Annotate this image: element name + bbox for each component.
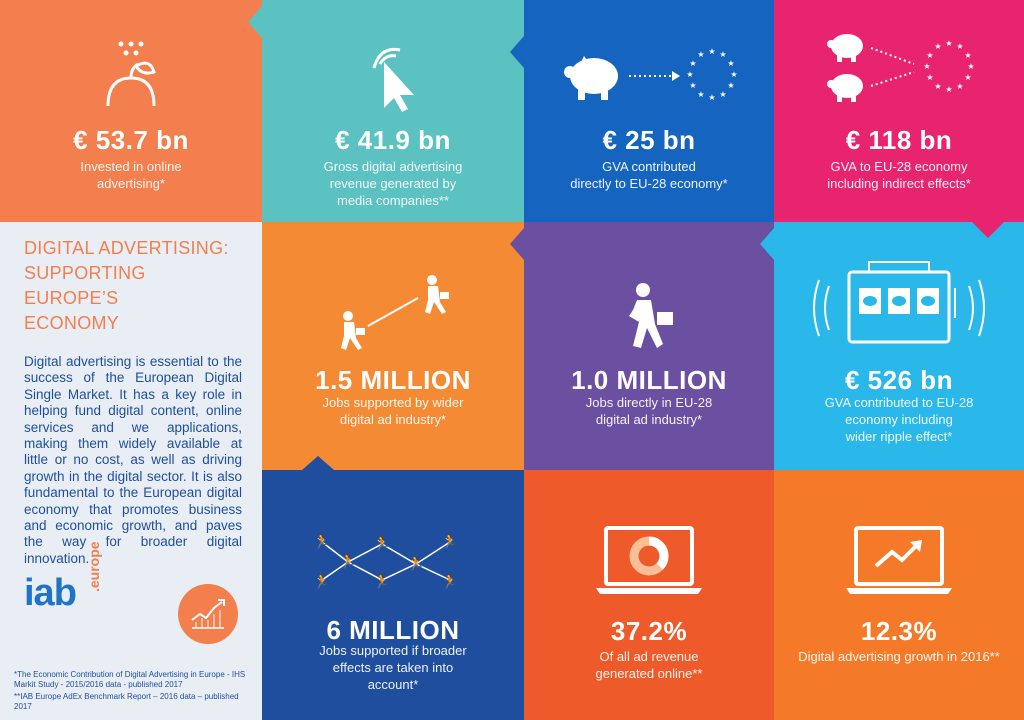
svg-text:🏃: 🏃: [441, 574, 459, 590]
two-piggy-banks-eu-icon: [809, 28, 989, 108]
tile-notch: [302, 456, 334, 470]
svg-text:🏃: 🏃: [313, 534, 331, 550]
page-title: DIGITAL ADVERTISING: SUPPORTING EUROPE’S ECONOMY: [24, 238, 229, 333]
stat-caption: Jobs supported if broader effects are taken into account*: [319, 643, 467, 692]
worker-icon: [619, 282, 679, 358]
stat-caption: GVA contributed directly to EU-28 economy*: [570, 159, 728, 191]
footnote: **IAB Europe AdEx Benchmark Report – 2016 data – published 2017: [14, 692, 239, 711]
footnote: *The Economic Contribution of Digital Advertising in Europe - IHS Markit Study - 2015/2016 data - published 2017: [14, 670, 246, 689]
svg-text:★: ★: [719, 50, 727, 59]
growth-chart-icon: [178, 584, 238, 644]
stat-caption: Gross digital advertising revenue generated by media companies**: [323, 159, 463, 208]
slot-machine-icon: [809, 258, 989, 348]
stat-value: 1.5 MILLION: [315, 365, 471, 395]
svg-text:★: ★: [719, 90, 727, 99]
svg-text:🏃: 🏃: [373, 574, 391, 590]
svg-text:★: ★: [730, 70, 738, 79]
logo-suffix: .europe: [86, 541, 102, 592]
svg-text:★: ★: [708, 47, 716, 56]
stat-tile-gva-ripple: [774, 222, 1024, 470]
tile-notch: [760, 228, 774, 260]
stat-caption: GVA contributed to EU-28 economy including wider ripple effect*: [824, 395, 974, 444]
seedling-money-icon: [96, 38, 166, 108]
svg-text:★: ★: [964, 73, 972, 82]
tile-notch: [248, 6, 262, 38]
svg-text:🏃: 🏃: [373, 536, 391, 552]
two-workers-icon: [328, 268, 458, 358]
stat-tile-gva-direct: [524, 0, 774, 222]
footnotes: [14, 670, 258, 714]
logo-text: iab: [24, 572, 76, 614]
stat-caption: GVA to EU-28 economy including indirect effects*: [827, 159, 971, 191]
cursor-signal-icon: [358, 42, 428, 112]
svg-text:★: ★: [956, 82, 964, 91]
svg-text:★: ★: [967, 62, 975, 71]
intro-paragraph: Digital advertising is essential to the success of the European Digital Single Market. It has a key role in helping fund digital content, online services and we applications, making them widely available at little or no cost, as well as driving growth in the digital sector. It is also fundamental to the European digital economy that promotes business and economic growth, and paves the way for broader digital innovation.: [24, 354, 242, 566]
svg-text:★: ★: [689, 59, 697, 68]
svg-text:★: ★: [945, 39, 953, 48]
svg-text:★: ★: [727, 81, 735, 90]
svg-text:★: ★: [934, 82, 942, 91]
svg-text:★: ★: [926, 51, 934, 60]
stat-tile-jobs-wider: [262, 222, 524, 470]
stat-value: € 53.7 bn: [73, 125, 189, 155]
stat-tile-online-share: [524, 470, 774, 720]
svg-text:★: ★: [697, 90, 705, 99]
svg-text:★: ★: [964, 51, 972, 60]
tile-notch: [510, 36, 524, 68]
svg-text:★: ★: [727, 59, 735, 68]
stat-value: € 526 bn: [844, 365, 954, 395]
svg-text:★: ★: [956, 42, 964, 51]
stat-tile-gross-revenue: [262, 0, 524, 222]
stat-tile-jobs-broader: [262, 470, 524, 720]
stat-value: 37.2%: [610, 616, 688, 646]
stat-tile-invested: [0, 0, 262, 222]
tile-notch: [510, 228, 524, 260]
stat-value: € 25 bn: [602, 125, 696, 155]
laptop-donut-chart-icon: [594, 524, 704, 596]
laptop-trend-arrow-icon: [844, 524, 954, 596]
svg-text:★: ★: [689, 81, 697, 90]
stat-caption: Jobs supported by wider digital ad industry*: [322, 395, 464, 427]
stat-caption: Invested in online advertising*: [80, 159, 182, 191]
stat-value: 1.0 MILLION: [571, 365, 727, 395]
svg-text:★: ★: [926, 73, 934, 82]
svg-text:★: ★: [708, 93, 716, 102]
stat-caption: Digital advertising growth in 2016**: [798, 649, 1000, 664]
stat-caption: Of all ad revenue generated online**: [595, 649, 703, 681]
svg-text:🏃: 🏃: [339, 554, 357, 570]
svg-text:★: ★: [945, 85, 953, 94]
svg-text:★: ★: [686, 70, 694, 79]
svg-text:★: ★: [934, 42, 942, 51]
stat-value: 6 MILLION: [326, 615, 460, 645]
intro-panel: [0, 222, 262, 720]
piggy-bank-eu-icon: [554, 44, 744, 104]
svg-text:🏃: 🏃: [313, 574, 331, 590]
tile-notch: [972, 222, 1004, 238]
stat-value: 12.3%: [860, 616, 938, 646]
stat-tile-growth: [774, 470, 1024, 720]
stat-tile-gva-indirect: [774, 0, 1024, 222]
worker-network-icon: [308, 522, 478, 602]
stat-tile-jobs-direct: [524, 222, 774, 470]
svg-text:★: ★: [697, 50, 705, 59]
stat-caption: Jobs directly in EU-28 digital ad industry*: [585, 395, 713, 427]
svg-text:★: ★: [923, 62, 931, 71]
svg-text:🏃: 🏃: [441, 534, 459, 550]
svg-text:🏃: 🏃: [407, 556, 425, 572]
stat-value: € 118 bn: [845, 125, 953, 155]
stat-value: € 41.9 bn: [335, 125, 451, 155]
